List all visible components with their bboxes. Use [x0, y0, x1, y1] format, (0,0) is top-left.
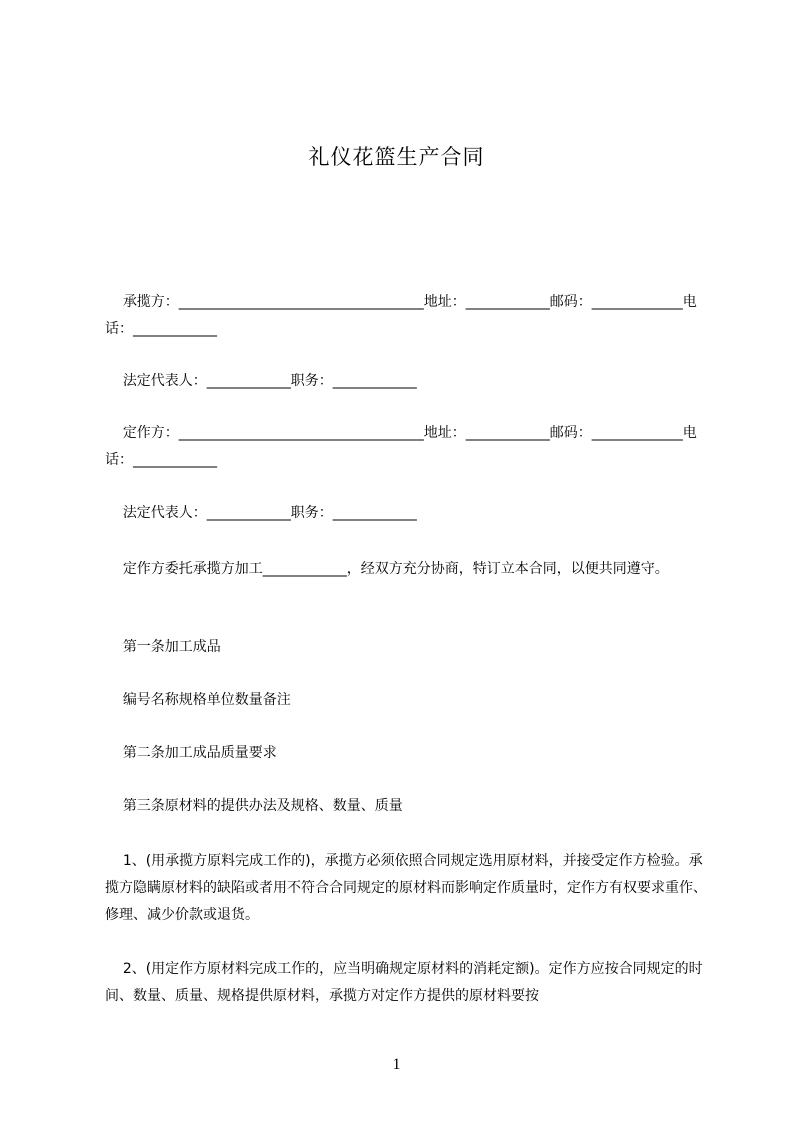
article-3-clause-2: 2、(用定作方原材料完成工作的，应当明确规定原材料的消耗定额)。定作方应按合同规定的时间、数量、质量、规格提供原材料，承揽方对定作方提供的原材料要按 — [105, 961, 703, 1004]
page-number: 1 — [392, 1056, 401, 1073]
article-2-heading: 第二条加工成品质量要求 — [105, 745, 277, 761]
contractor-legal-rep-paragraph: 法定代表人：____________职务：____________ — [105, 373, 417, 389]
article-1-heading: 第一条加工成品 — [105, 639, 221, 655]
product-table-header: 编号名称规格单位数量备注 — [105, 692, 291, 708]
orderer-info-paragraph: 定作方：___________________________________地址：____________邮码：_____________电话：____________ — [105, 425, 697, 468]
contractor-info-paragraph: 承揽方：___________________________________地址：____________邮码：_____________电话：____________ — [105, 294, 697, 337]
orderer-legal-rep-paragraph: 法定代表人：____________职务：____________ — [105, 505, 417, 521]
document-title: 礼仪花篮生产合同 — [308, 145, 485, 169]
article-3-clause-1: 1、(用承揽方原料完成工作的)，承揽方必须依照合同规定选用原材料，并接受定作方检验。承揽方隐瞒原材料的缺陷或者用不符合合同规定的原材料而影响定作质量时，定作方有权要求重作、修理、减少价款或退货。 — [105, 853, 707, 923]
article-3-heading: 第三条原材料的提供办法及规格、数量、质量 — [105, 798, 403, 814]
intro-paragraph: 定作方委托承揽方加工____________，经双方充分协商，特订立本合同，以便共同遵守。 — [105, 561, 669, 577]
